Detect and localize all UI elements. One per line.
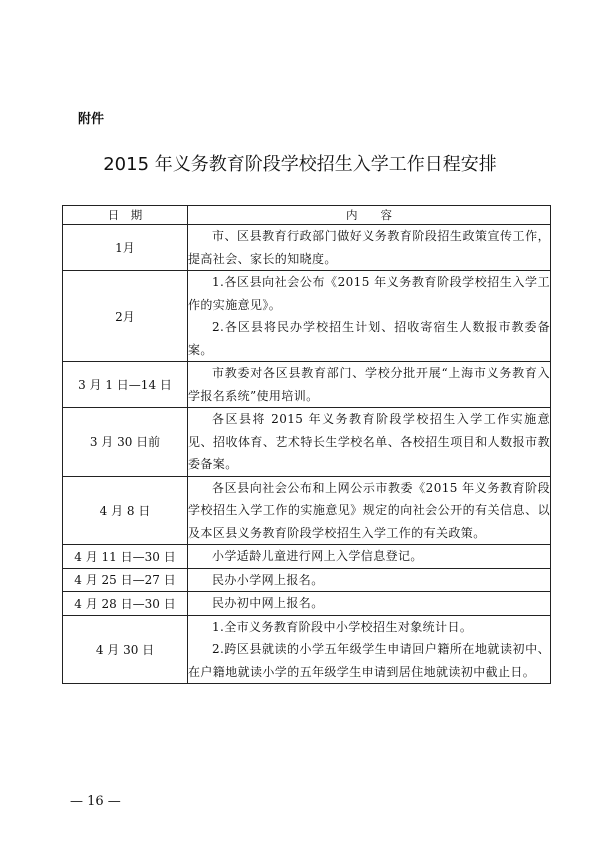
row-date: 4 月 25 日—27 日 <box>63 568 188 592</box>
table-row <box>63 225 551 271</box>
attachment-label: 附件 <box>78 112 105 127</box>
content-paragraph: 1.各区县向社会公布《2015 年义务教育阶段学校招生入学工作的实施意见》。 <box>188 275 550 312</box>
schedule-table <box>62 205 551 684</box>
table-row <box>63 362 551 408</box>
row-content <box>188 545 551 569</box>
row-date: 3 月 1 日—14 日 <box>63 362 188 408</box>
table-row <box>63 568 551 592</box>
row-content <box>188 362 551 408</box>
content-paragraph: 2.跨区县就读的小学五年级学生申请回户籍所在地就读初中、在户籍地就读小学的五年级学生申请到居住地就读初中截止日。 <box>188 642 550 679</box>
table-header-row <box>63 206 551 225</box>
table-row <box>63 271 551 362</box>
row-content <box>188 615 551 684</box>
table-row <box>63 615 551 684</box>
table-row <box>63 476 551 545</box>
row-date: 4 月 30 日 <box>63 615 188 684</box>
content-paragraph: 各区县向社会公布和上网公示市教委《2015 年义务教育阶段学校招生入学工作的实施意见》规定的向社会公开的有关信息、以及本区县义务教育阶段学校招生入学工作的有关政策。 <box>188 480 550 540</box>
schedule-body <box>63 225 551 684</box>
content-paragraph: 各区县将 2015 年义务教育阶段学校招生入学工作实施意见、招收体育、艺术特长生学校名单、各校招生项目和人数报市教委备案。 <box>188 412 550 471</box>
row-content <box>188 408 551 477</box>
row-content <box>188 271 551 362</box>
page-number: — 16 — <box>70 794 121 809</box>
row-date: 3 月 30 日前 <box>63 408 188 477</box>
table-row <box>63 592 551 616</box>
row-date: 4 月 28 日—30 日 <box>63 592 188 616</box>
row-date: 4 月 11 日—30 日 <box>63 545 188 569</box>
table-row <box>63 545 551 569</box>
content-paragraph: 市、区县教育行政部门做好义务教育阶段招生政策宣传工作，提高社会、家长的知晓度。 <box>188 229 550 266</box>
row-content <box>188 225 551 271</box>
header-content: 内 容 <box>188 206 551 225</box>
row-date: 4 月 8 日 <box>63 476 188 545</box>
table-row <box>63 408 551 477</box>
row-content <box>188 568 551 592</box>
document-title: 2015 年义务教育阶段学校招生入学工作日程安排 <box>103 154 497 175</box>
content-paragraph: 民办小学网上报名。 <box>212 572 324 587</box>
row-date: 1月 <box>63 225 188 271</box>
content-paragraph: 民办初中网上报名。 <box>212 596 324 610</box>
content-paragraph: 小学适龄儿童进行网上入学信息登记。 <box>212 549 423 563</box>
row-content <box>188 592 551 616</box>
content-paragraph: 市教委对各区县教育部门、学校分批开展“上海市义务教育入学报名系统”使用培训。 <box>188 366 550 403</box>
row-content <box>188 476 551 545</box>
row-date: 2月 <box>63 271 188 362</box>
content-paragraph: 2.各区县将民办学校招生计划、招收寄宿生人数报市教委备案。 <box>188 320 550 357</box>
header-date: 日 期 <box>63 206 188 225</box>
content-paragraph: 1.全市义务教育阶段中小学校招生对象统计日。 <box>212 619 473 634</box>
